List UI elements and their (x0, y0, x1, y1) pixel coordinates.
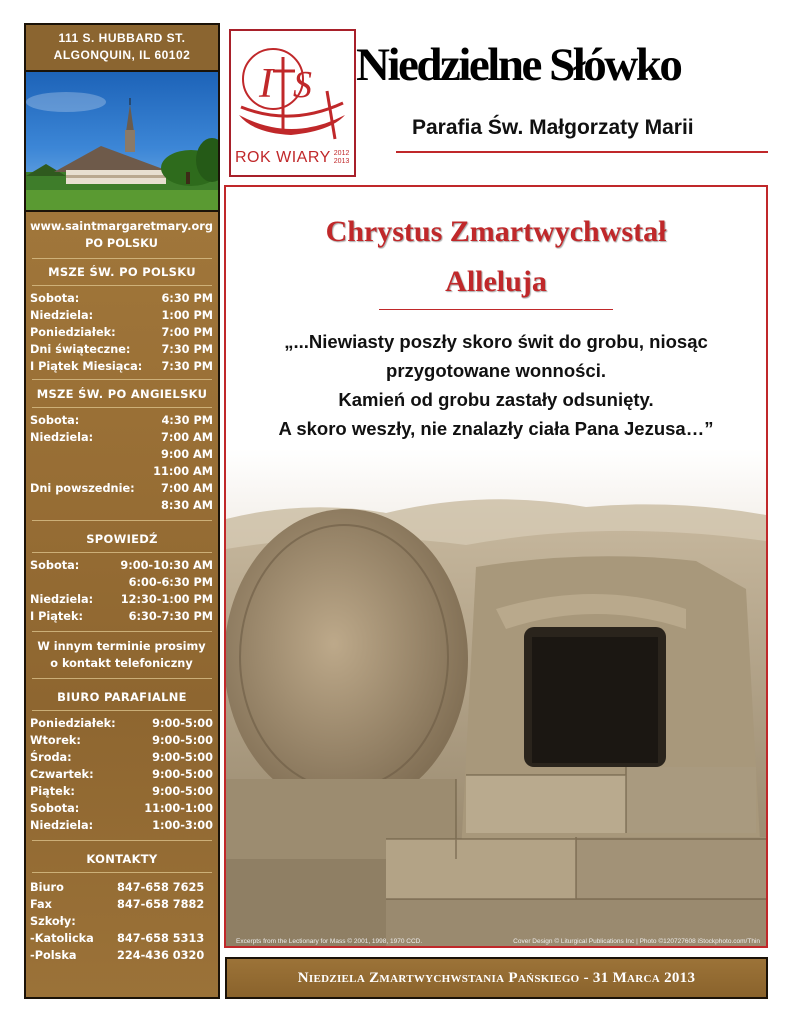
parish-address (26, 25, 218, 72)
contact-label: Biuro (30, 881, 64, 894)
schedule-day: Piątek: (30, 785, 75, 798)
schedule-time: 1:00-3:00 (152, 819, 213, 832)
headline-rule (379, 309, 613, 310)
divider (32, 407, 212, 408)
bulletin-title: Niedzielne Słówko (356, 39, 681, 91)
schedule-row (30, 429, 213, 446)
website-link[interactable]: www.saintmargaretmary.org (30, 220, 213, 233)
polish-mass-schedule (26, 290, 218, 375)
contact-phone (117, 913, 213, 930)
schedule-row (30, 341, 213, 358)
quote-line: „...Niewiasty poszły skoro świt do grobu, niosąc (284, 331, 708, 352)
contact-row (30, 930, 213, 947)
schedule-time: 9:00-5:00 (152, 768, 213, 781)
contact-row (30, 913, 213, 930)
schedule-row (30, 591, 213, 608)
website-language: PO POLSKU (85, 237, 158, 250)
divider (32, 520, 212, 521)
schedule-row (30, 574, 213, 591)
confession-note (26, 638, 218, 672)
schedule-row (30, 446, 213, 463)
contact-phone: 847-658 7882 (117, 898, 205, 911)
confession-note-line: o kontakt telefoniczny (50, 657, 193, 670)
schedule-day: Niedziela: (30, 819, 94, 832)
schedule-time: 6:30 PM (161, 292, 213, 305)
contact-label: Szkoły: (30, 915, 76, 928)
schedule-time: 12:30-1:00 PM (120, 593, 213, 606)
schedule-day: Sobota: (30, 559, 80, 572)
contact-phone: 847-658 7625 (117, 881, 205, 894)
english-mass-heading: MSZE ŚW. PO ANGIELSKU (36, 387, 208, 401)
schedule-row (30, 766, 213, 783)
contact-row (30, 896, 213, 913)
divider (32, 631, 212, 632)
schedule-row (30, 817, 213, 834)
schedule-time: 7:00 PM (161, 326, 213, 339)
schedule-day: Dni świąteczne: (30, 343, 131, 356)
contacts-list (26, 879, 218, 964)
schedule-time: 6:30-7:30 PM (128, 610, 213, 623)
quote-line: A skoro weszły, nie znalazły ciała Pana Jezusa…” (278, 418, 714, 439)
schedule-time: 8:30 AM (160, 499, 213, 512)
schedule-row (30, 290, 213, 307)
sidebar (24, 23, 220, 999)
schedule-day: Poniedziałek: (30, 717, 116, 730)
divider (32, 379, 212, 380)
schedule-row (30, 463, 213, 480)
logo-year: 2013 (333, 158, 350, 165)
schedule-day: Sobota: (30, 414, 80, 427)
divider (32, 840, 212, 841)
schedule-day: Niedziela: (30, 431, 94, 444)
header-rule (396, 151, 768, 153)
schedule-row (30, 715, 213, 732)
schedule-time: 7:00 AM (160, 431, 213, 444)
footer-date (225, 957, 768, 999)
church-photo (26, 72, 218, 212)
headline-line: Alleluja (445, 265, 547, 298)
quote-line: Kamień od grobu zastały odsunięty. (338, 389, 654, 410)
contact-phone: 847-658 5313 (117, 932, 205, 945)
schedule-time: 9:00-5:00 (152, 717, 213, 730)
parish-name: Parafia Św. Małgorzaty Marii (412, 116, 694, 139)
schedule-row (30, 307, 213, 324)
divider (32, 285, 212, 286)
logo-years (334, 150, 350, 166)
schedule-time: 9:00 AM (160, 448, 213, 461)
schedule-day: Sobota: (30, 292, 80, 305)
schedule-row (30, 783, 213, 800)
schedule-row (30, 412, 213, 429)
schedule-time: 9:00-5:00 (152, 734, 213, 747)
headline (226, 207, 766, 307)
schedule-row (30, 800, 213, 817)
schedule-day: Wtorek: (30, 734, 81, 747)
empty-tomb-photo (226, 449, 766, 948)
schedule-day: Poniedziałek: (30, 326, 116, 339)
credit-design: Cover Design © Liturgical Publications Inc | Photo ©120727608 iStockphoto.com/Thin (513, 938, 760, 945)
schedule-day: Niedziela: (30, 593, 94, 606)
schedule-time: 11:00 AM (153, 465, 213, 478)
schedule-row (30, 480, 213, 497)
schedule-row (30, 749, 213, 766)
photo-credit (236, 938, 760, 945)
easter-feature (224, 185, 768, 948)
credit-lectionary: Excerpts from the Lectionary for Mass © 2001, 1998, 1970 CCD. (236, 938, 423, 945)
contact-label: Fax (30, 898, 52, 911)
schedule-row (30, 497, 213, 514)
address-city: ALGONQUIN, IL 60102 (53, 48, 191, 62)
contacts-heading: KONTAKTY (86, 852, 158, 866)
schedule-day: Środa: (30, 751, 72, 764)
schedule-time: 11:00-1:00 (144, 802, 213, 815)
schedule-time: 9:00-5:00 (152, 751, 213, 764)
quote-line: przygotowane wonności. (386, 360, 606, 381)
contact-row (30, 879, 213, 896)
schedule-row (30, 732, 213, 749)
divider (32, 552, 212, 553)
english-mass-schedule (26, 412, 218, 514)
schedule-row (30, 324, 213, 341)
svg-text:I: I (259, 61, 273, 107)
schedule-time: 4:30 PM (161, 414, 213, 427)
svg-text:S: S (293, 64, 312, 106)
schedule-day: Dni powszednie: (30, 482, 135, 495)
schedule-time: 1:00 PM (161, 309, 213, 322)
schedule-row (30, 358, 213, 375)
contact-label: -Katolicka (30, 932, 94, 945)
address-street: 111 S. HUBBARD ST. (58, 31, 186, 45)
polish-mass-heading: MSZE ŚW. PO POLSKU (48, 265, 196, 279)
office-heading: BIURO PARAFIALNE (57, 690, 187, 704)
schedule-time: 9:00-5:00 (152, 785, 213, 798)
confession-heading: SPOWIEDŹ (86, 532, 158, 546)
divider (32, 678, 212, 679)
footer-text: Niedziela Zmartwychwstania Pańskiego - 31 Marca 2013 (297, 970, 696, 986)
divider (32, 872, 212, 873)
logo-year: 2012 (333, 150, 350, 157)
logo-text: ROK WIARY (235, 149, 331, 166)
scripture-quote (226, 327, 766, 443)
schedule-time: 7:30 PM (161, 343, 213, 356)
schedule-time: 6:00-6:30 PM (128, 576, 213, 589)
schedule-time: 7:30 PM (161, 360, 213, 373)
logo-caption (235, 149, 349, 167)
contact-label: -Polska (30, 949, 77, 962)
confession-note-line: W innym terminie prosimy (37, 640, 206, 653)
schedule-day: Niedziela: (30, 309, 94, 322)
schedule-time: 9:00-10:30 AM (120, 559, 213, 572)
divider (32, 710, 212, 711)
divider (32, 258, 212, 259)
schedule-day: Czwartek: (30, 768, 94, 781)
contact-phone: 224-436 0320 (117, 949, 205, 962)
schedule-row (30, 557, 213, 574)
schedule-time: 7:00 AM (160, 482, 213, 495)
year-of-faith-logo (229, 29, 356, 177)
confession-schedule (26, 557, 218, 625)
schedule-day: Sobota: (30, 802, 80, 815)
headline-line: Chrystus Zmartwychwstał (325, 215, 667, 248)
schedule-day: I Piątek: (30, 610, 84, 623)
contact-row (30, 947, 213, 964)
schedule-day: I Piątek Miesiąca: (30, 360, 143, 373)
office-hours (26, 715, 218, 834)
schedule-row (30, 608, 213, 625)
